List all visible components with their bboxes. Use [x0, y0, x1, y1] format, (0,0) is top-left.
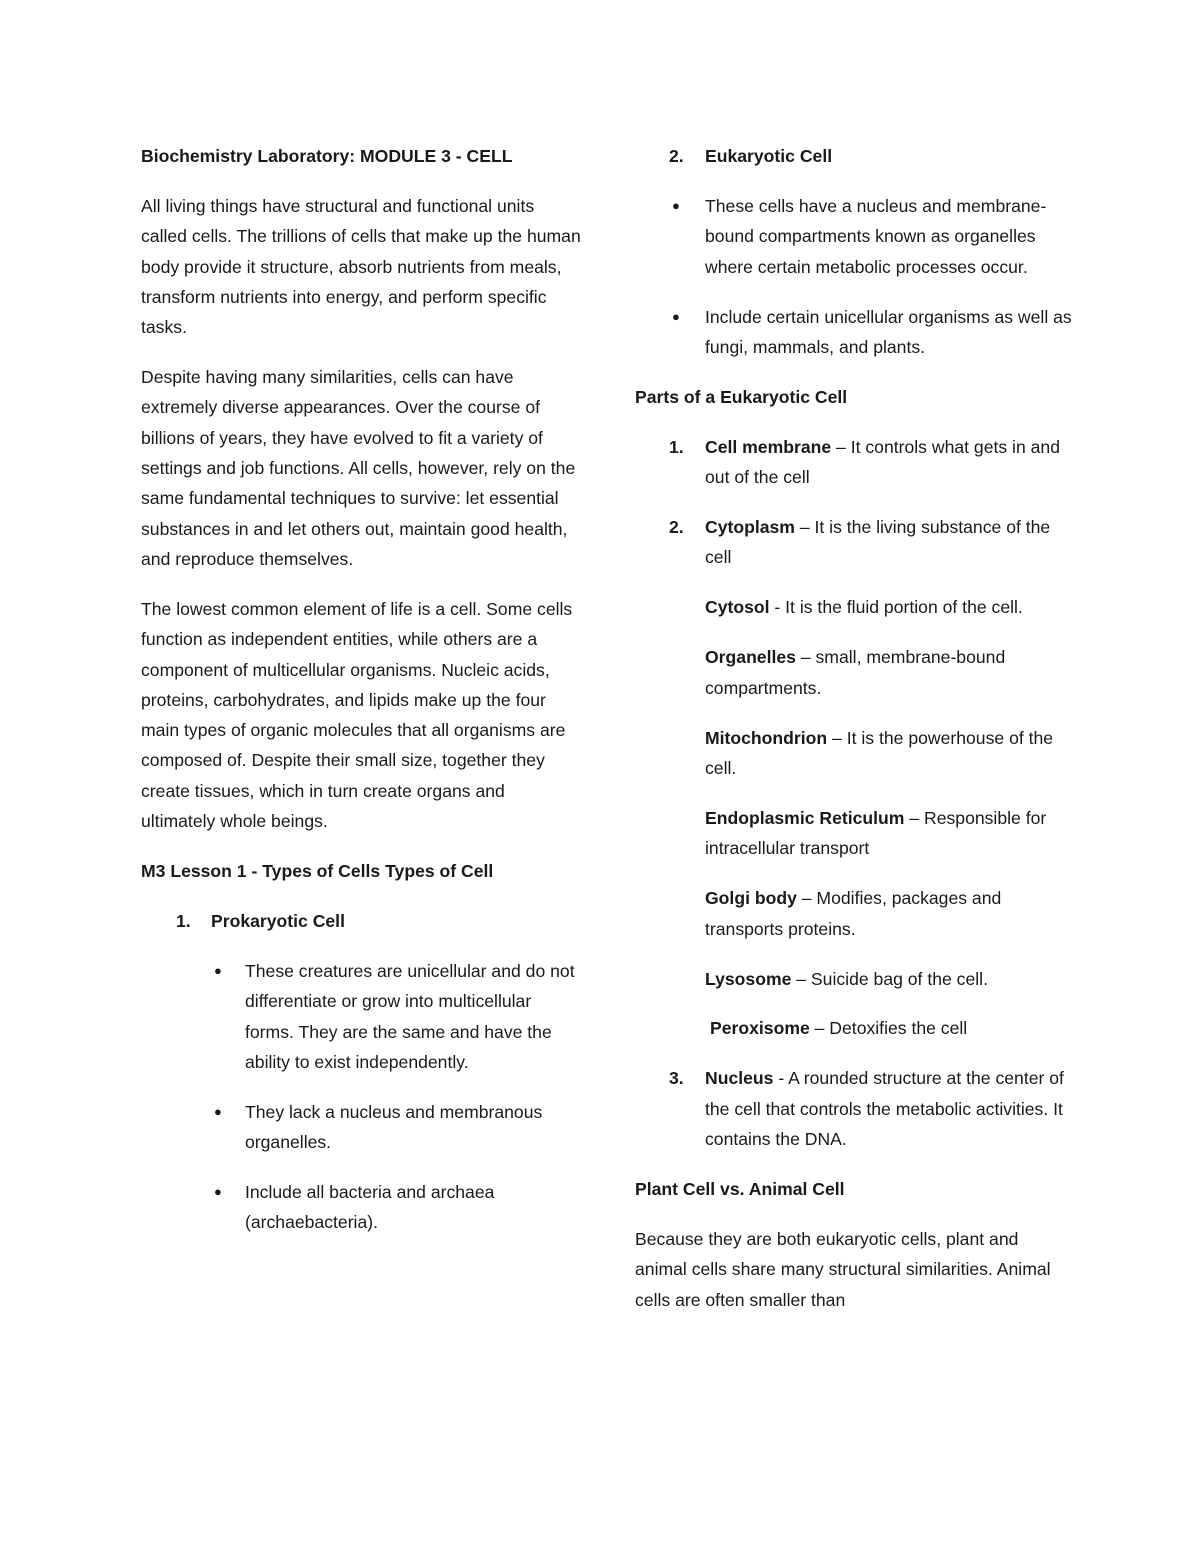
bullet-icon: ●	[214, 1103, 222, 1119]
lesson-heading: M3 Lesson 1 - Types of Cells Types of Cell	[141, 860, 494, 881]
prokaryotic-title: Prokaryotic Cell	[211, 910, 345, 931]
definition: – Suicide bag of the cell.	[791, 968, 988, 989]
definition: – It is the powerhouse of the cell.	[705, 727, 1054, 778]
term: Golgi body	[705, 888, 797, 909]
definition: – Detoxifies the cell	[809, 1018, 968, 1039]
part-endoplasmic-reticulum	[635, 803, 1075, 864]
bullet-item	[635, 302, 1075, 363]
list-number: 2.	[669, 146, 684, 166]
part-cytosol	[635, 592, 1075, 622]
part-peroxisome	[635, 1013, 1075, 1043]
prokaryotic-heading	[141, 906, 581, 936]
term: Peroxisome	[710, 1018, 810, 1039]
part-cytoplasm	[635, 512, 1075, 573]
list-number: 2.	[669, 517, 684, 538]
list-number: 3.	[669, 1068, 684, 1089]
part-cell-membrane	[635, 432, 1075, 493]
term: Organelles	[705, 647, 796, 668]
eukaryotic-heading	[635, 141, 1075, 171]
part-lysosome	[635, 964, 1075, 994]
document-title: Biochemistry Laboratory: MODULE 3 - CELL	[141, 146, 513, 166]
bullet-icon: ●	[214, 1184, 222, 1200]
bullet-item	[635, 191, 1075, 282]
term: Cytoplasm	[705, 517, 795, 538]
term: Nucleus	[705, 1068, 774, 1089]
bullet-text: They lack a nucleus and membranous organelles.	[245, 1101, 543, 1153]
parts-heading: Parts of a Eukaryotic Cell	[635, 386, 848, 407]
right-column	[635, 141, 1075, 1335]
term: Cytosol	[705, 597, 770, 618]
eukaryotic-title: Eukaryotic Cell	[705, 146, 833, 166]
term: Cell membrane	[705, 436, 832, 457]
bullet-item	[141, 1097, 581, 1158]
plant-animal-paragraph: Because they are both eukaryotic cells, plant and animal cells share many structural similarities. Animal cells are often smaller than	[635, 1229, 1051, 1310]
list-number: 1.	[669, 436, 684, 457]
list-number: 1.	[176, 910, 191, 931]
part-golgi-body	[635, 883, 1075, 944]
bullet-text: Include certain unicellular organisms as well as fungi, mammals, and plants.	[705, 306, 1072, 357]
definition: - It is the fluid portion of the cell.	[769, 597, 1023, 618]
plant-animal-heading: Plant Cell vs. Animal Cell	[635, 1179, 845, 1200]
bullet-text: These cells have a nucleus and membrane-bound compartments known as organelles where certain metabolic processes occur.	[705, 195, 1047, 277]
definition: – Modifies, packages and transports proteins.	[705, 888, 1002, 939]
bullet-icon: ●	[672, 308, 680, 324]
definition: - A rounded structure at the center of the cell that controls the metabolic activities. It contains the DNA.	[705, 1068, 1064, 1150]
bullet-icon: ●	[672, 197, 680, 213]
part-organelles	[635, 642, 1075, 703]
definition: – small, membrane-bound compartments.	[705, 647, 1006, 698]
left-column	[141, 141, 581, 1257]
bullet-text: Include all bacteria and archaea (archaebacteria).	[245, 1182, 495, 1233]
intro-paragraph: All living things have structural and functional units called cells. The trillions of cells that make up the human body provide it structure, absorb nutrients from meals, transform nutrients into energy, and perform specific tasks.	[141, 195, 581, 338]
term: Lysosome	[705, 968, 792, 989]
bullet-icon: ●	[214, 962, 222, 978]
diversity-paragraph: Despite having many similarities, cells can have extremely diverse appearances. Over the course of billions of years, they have evolved to fit a variety of settings and job functions. All cells, however, rely on the same fundamental techniques to survive: let essential substances in and let others out, maintain good health, and reproduce themselves.	[141, 367, 576, 569]
term: Mitochondrion	[705, 727, 828, 748]
part-mitochondrion	[635, 723, 1075, 784]
bullet-item	[141, 956, 581, 1077]
definition: – It is the living substance of the cell	[705, 517, 1051, 568]
definition: – It controls what gets in and out of the cell	[705, 436, 1060, 488]
bullet-text: These creatures are unicellular and do not differentiate or grow into multicellular forms. They are the same and have the ability to exist independently.	[245, 960, 575, 1072]
cell-basics-paragraph: The lowest common element of life is a cell. Some cells function as independent entities, while others are a component of multicellular organisms. Nucleic acids, proteins, carbohydrates, and lipids make up the four main types of organic molecules that all organisms are composed of. Despite their small size, together they create tissues, which in turn create organs and ultimately whole beings.	[141, 598, 573, 831]
definition: – Responsible for intracellular transport	[705, 807, 1047, 859]
part-nucleus	[635, 1063, 1075, 1154]
term: Endoplasmic Reticulum	[705, 807, 905, 828]
bullet-item	[141, 1177, 581, 1238]
